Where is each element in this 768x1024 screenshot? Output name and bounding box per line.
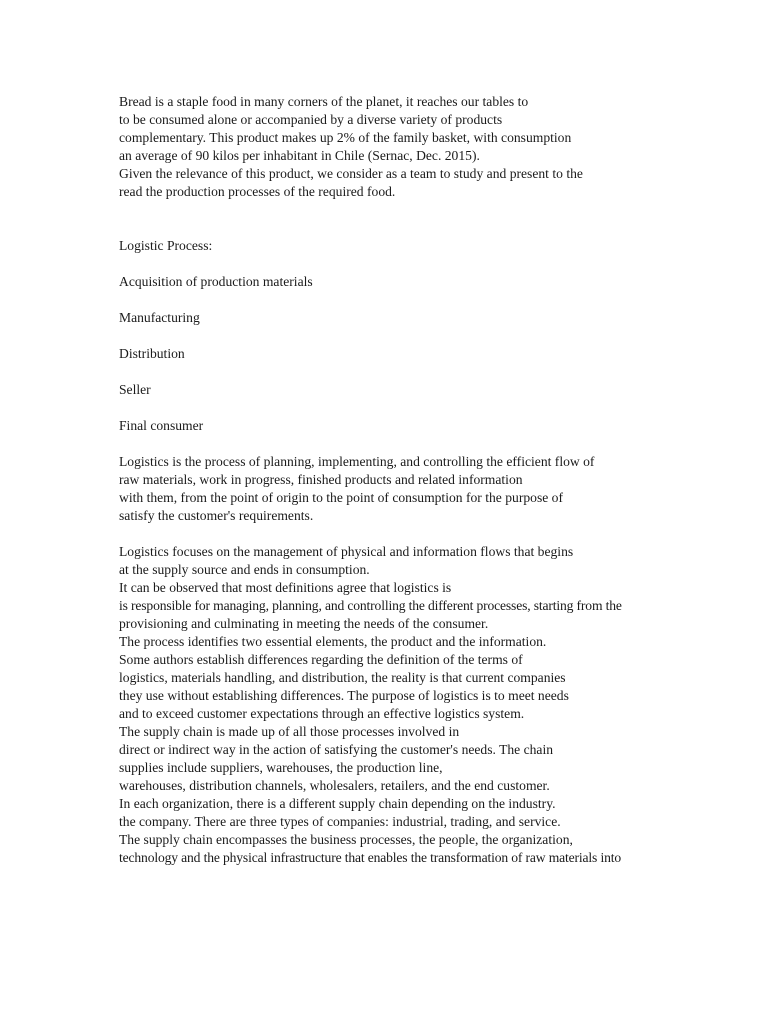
text-line: The supply chain is made up of all those processes involved in (119, 724, 460, 739)
text-line: they use without establishing differences. The purpose of logistics is to meet needs (119, 688, 569, 703)
text-line: Logistics focuses on the management of physical and information flows that begins (119, 544, 574, 559)
text-line: The process identifies two essential elements, the product and the information. (119, 634, 547, 649)
process-step: Seller (119, 382, 151, 397)
text-line: Logistics is the process of planning, implementing, and controlling the efficient flow of (119, 454, 595, 469)
text-line: complementary. This product makes up 2% of the family basket, with consumption (119, 130, 572, 145)
document-page (119, 93, 759, 867)
text-line: is responsible for managing, planning, and controlling the different processes, starting from the (119, 598, 622, 613)
text-line: The supply chain encompasses the business processes, the people, the organization, (119, 832, 573, 847)
text-line: Some authors establish differences regarding the definition of the terms of (119, 652, 523, 667)
text-line: In each organization, there is a different supply chain depending on the industry. (119, 796, 556, 811)
process-step: Manufacturing (119, 310, 200, 325)
body-paragraph (119, 543, 759, 867)
text-line: an average of 90 kilos per inhabitant in Chile (Sernac, Dec. 2015). (119, 148, 480, 163)
section-heading: Logistic Process: (119, 238, 213, 253)
text-line: direct or indirect way in the action of satisfying the customer's needs. The chain (119, 742, 554, 757)
text-line: It can be observed that most definitions agree that logistics is (119, 580, 452, 595)
logistic-process-section (119, 237, 759, 435)
text-line: Bread is a staple food in many corners of the planet, it reaches our tables to (119, 94, 529, 109)
process-step: Final consumer (119, 418, 204, 433)
text-line: technology and the physical infrastructure that enables the transformation of raw materials into (119, 850, 621, 865)
text-line: the company. There are three types of companies: industrial, trading, and service. (119, 814, 561, 829)
intro-paragraph (119, 93, 759, 201)
text-line: at the supply source and ends in consumption. (119, 562, 370, 577)
text-line: raw materials, work in progress, finished products and related information (119, 472, 523, 487)
text-line: read the production processes of the required food. (119, 184, 396, 199)
text-line: and to exceed customer expectations through an effective logistics system. (119, 706, 525, 721)
text-line: with them, from the point of origin to the point of consumption for the purpose of (119, 490, 563, 505)
text-line: satisfy the customer's requirements. (119, 508, 314, 523)
text-line: warehouses, distribution channels, wholesalers, retailers, and the end customer. (119, 778, 550, 793)
text-line: provisioning and culminating in meeting the needs of the consumer. (119, 616, 489, 631)
definition-paragraph (119, 453, 759, 525)
process-step: Distribution (119, 346, 185, 361)
text-line: supplies include suppliers, warehouses, the production line, (119, 760, 443, 775)
text-line: logistics, materials handling, and distribution, the reality is that current companies (119, 670, 566, 685)
process-step: Acquisition of production materials (119, 274, 313, 289)
text-line: to be consumed alone or accompanied by a diverse variety of products (119, 112, 503, 127)
text-line: Given the relevance of this product, we consider as a team to study and present to the (119, 166, 583, 181)
